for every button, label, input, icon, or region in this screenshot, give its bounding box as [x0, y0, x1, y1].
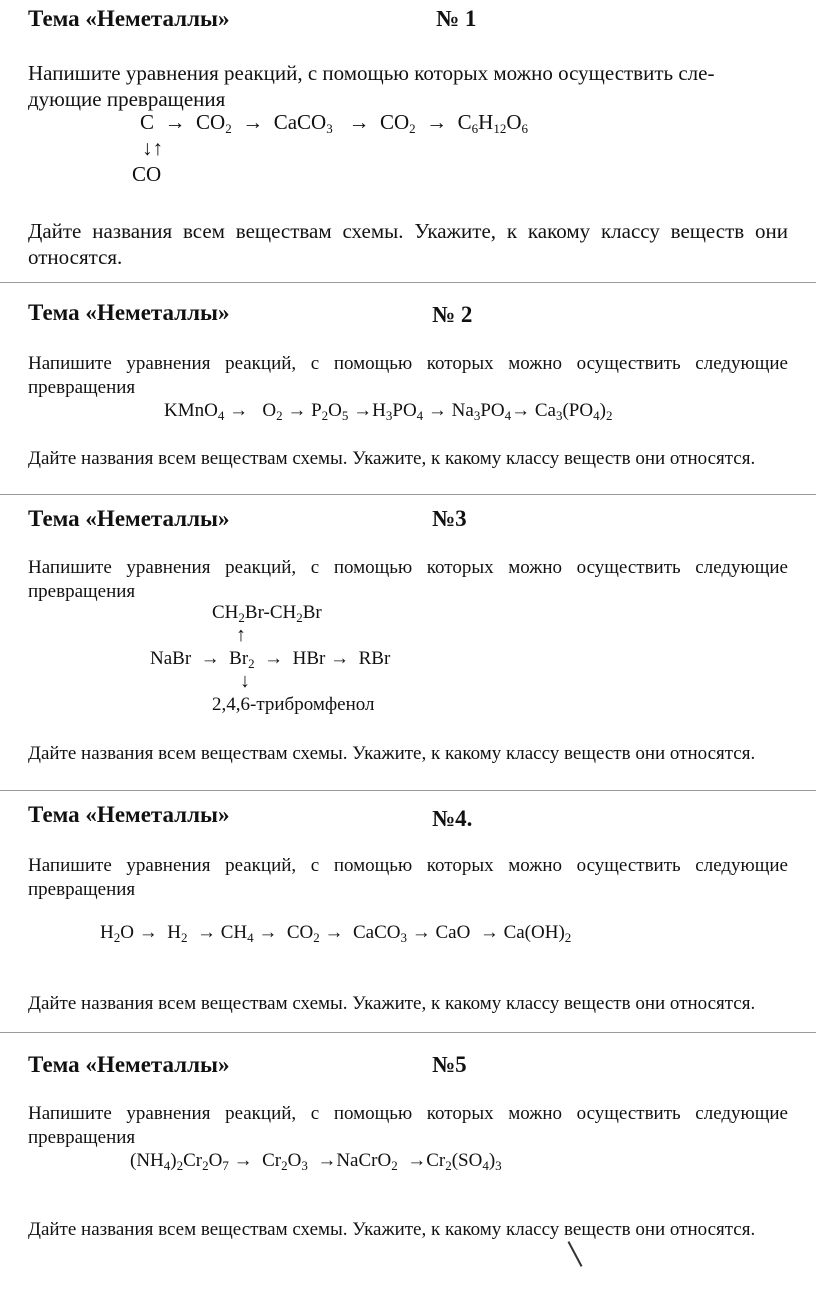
- scheme-3-down-arrow: ↓: [240, 670, 250, 692]
- scheme-1-main: $C \to CO_2$ → CaCO$_3$ → $CO_2 \to C_6H_{12}O_6$: [140, 110, 528, 136]
- card-number: № 2: [432, 302, 473, 327]
- card-title: Тема «Неметаллы»: [28, 1052, 230, 1077]
- divider: [0, 1032, 816, 1033]
- task-text: Напишите уравнения реакций, с помощью которых можно осуществить следующие превращения: [28, 855, 788, 900]
- card-number: №5: [432, 1052, 467, 1077]
- scheme-1-arrows: ↓↑: [142, 136, 163, 160]
- divider: [0, 282, 816, 283]
- scheme-4: $H_2O \to H_2 \to CH_4 \to CO_2$ → CaCO$_3$ → CaO → $Ca(OH)_2$: [100, 922, 572, 945]
- card-title: Тема «Неметаллы»: [28, 506, 230, 531]
- card-number: № 1: [436, 6, 477, 31]
- scheme-3-up-arrow: ↑: [236, 624, 246, 646]
- pen-mark: [568, 1241, 583, 1267]
- scheme-3-main: NaBr → $Br_2$ → HBr → RBr: [150, 648, 391, 671]
- question: Дайте названия всем веществам схемы. Укажите, к какому классу веществ они относятся.: [28, 219, 788, 269]
- scheme-1-branch: CO: [132, 162, 162, 186]
- question: Дайте названия всем веществам схемы. Укажите, к какому классу веществ они относятся.: [28, 993, 756, 1014]
- scheme-2: KMnO$_4$ → $O_2 \to P_2O_5 \to H_3PO_4 \to Na_3PO_4\to Ca_3(PO_4)_2$: [164, 400, 613, 423]
- card-title: Тема «Неметаллы»: [28, 300, 230, 325]
- task-text: Напишите уравнения реакций, с помощью которых можно осуществить следующие превращения: [28, 353, 788, 398]
- card-number: №4.: [432, 806, 473, 831]
- task-text: Напишите уравнения реакций, с помощью которых можно осуществить следующие превращения: [28, 557, 788, 602]
- divider: [0, 790, 816, 791]
- divider: [0, 494, 816, 495]
- scheme-3-top: $CH_2Br-CH_2Br$: [212, 602, 322, 625]
- task-text: Напишите уравнения реакций, с помощью которых можно осуществить следующие превращения: [28, 1103, 788, 1148]
- card-title: Тема «Неметаллы»: [28, 802, 230, 827]
- card-title: Тема «Неметаллы»: [28, 6, 230, 31]
- task-text: Напишите уравнения реакций, с помощью которых можно осуществить сле-дующие превращения: [28, 61, 715, 111]
- question: Дайте названия всем веществам схемы. Укажите, к какому классу веществ они относятся.: [28, 448, 756, 469]
- scheme-5: $(NH_4)_2Cr_2O_7 \to Cr_2O_3$ →NaCrO$_2$ $\to Cr_2(SO_4)_3$: [130, 1150, 502, 1173]
- scheme-3-bottom: 2,4,6-трибромфенол: [212, 694, 375, 715]
- question: Дайте названия всем веществам схемы. Укажите, к какому классу веществ они относятся.: [28, 743, 756, 764]
- question: Дайте названия всем веществам схемы. Укажите, к какому классу веществ они относятся.: [28, 1219, 756, 1240]
- card-number: №3: [432, 506, 467, 531]
